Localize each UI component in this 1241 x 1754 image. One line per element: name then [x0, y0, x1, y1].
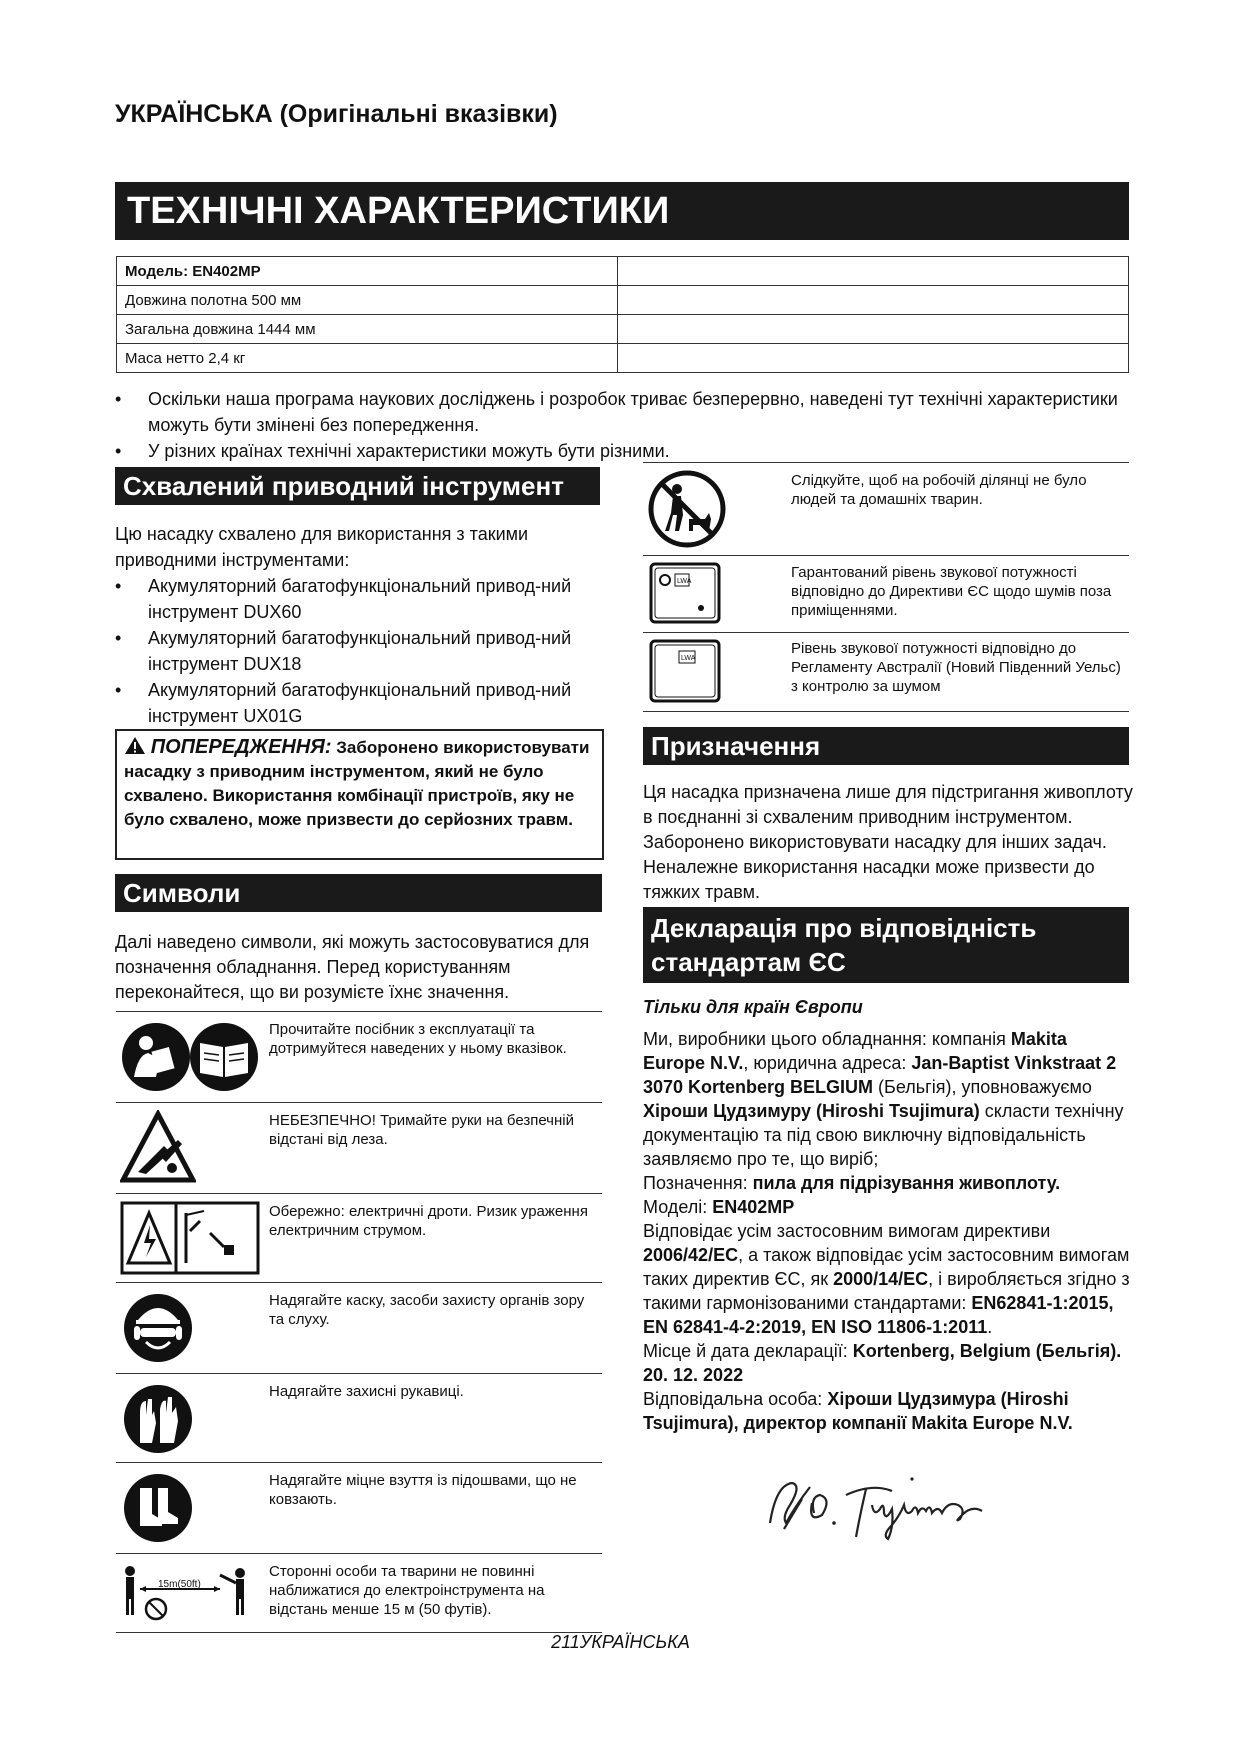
declaration-models: Моделі: EN402MP [643, 1197, 795, 1217]
symbol-row [116, 1374, 602, 1463]
declaration-heading-line: стандартам ЄС [651, 947, 846, 977]
symbol-description: Обережно: електричні дроти. Ризик ураження електричним струмом. [269, 1203, 588, 1239]
approved-tool-item: • Акумуляторний багатофункціональний привод-ний інструмент UX01G [115, 677, 595, 729]
symbol-description: Прочитайте посібник з експлуатації та дотримуйтеся наведених у ньому вказівок. [269, 1021, 567, 1057]
declaration-designation: Позначення: пила для підрізування живоплоту. [643, 1173, 1061, 1193]
svg-text:15m(50ft): 15m(50ft) [158, 1579, 201, 1590]
symbols-heading: Символи [115, 874, 602, 912]
spec-cell: Маса нетто 2,4 кг [117, 344, 618, 373]
read-manual-icon [120, 1019, 260, 1100]
spec-cell: Довжина полотна 500 мм [117, 286, 618, 315]
declaration-place-date: Місце й дата декларації: Kortenberg, Belgium (Бельгія). 20. 12. 2022 [643, 1341, 1122, 1385]
approved-tool-list [115, 573, 595, 729]
warning-box [115, 729, 604, 860]
symbols-table-right [643, 462, 1129, 712]
electric-wires-icon [120, 1201, 260, 1280]
symbol-row [116, 1012, 602, 1103]
spec-row-net-weight [117, 344, 1129, 373]
symbol-description: НЕБЕЗПЕЧНО! Тримайте руки на безпечній відстані від леза. [269, 1112, 574, 1148]
symbol-description: Слідкуйте, щоб на робочій ділянці не було людей та домашніх тварин. [791, 472, 1087, 508]
sound-power-eu-icon [649, 562, 721, 629]
helmet-goggles-ear-icon [120, 1290, 196, 1371]
gloves-icon [120, 1381, 196, 1462]
symbols-table-left [116, 1011, 602, 1633]
keep-distance-icon [120, 1561, 260, 1628]
symbol-row [643, 463, 1129, 556]
symbol-row [116, 1103, 602, 1194]
blade-danger-icon [120, 1110, 196, 1191]
spec-cell: Загальна довжина 1444 мм [117, 315, 618, 344]
symbol-description: Рівень звукової потужності відповідно до Регламенту Австралії (Новий Південний Уельс) з контролю за шумом [791, 640, 1121, 695]
specification-notes [115, 386, 1129, 464]
declaration-compliance: Відповідає усім застосовним вимогам директиви 2006/42/EC, а також відповідає усім застосовним вимогам таких директив ЄС, як 2000/14/EC, і виробляється згідно з такими гармонізованими стандартами: EN62841-1:2015, EN 62841-4-2:2019, EN ISO 11806-1:2011. [643, 1221, 1130, 1337]
document-language-title: УКРАЇНСЬКА (Оригінальні вказівки) [115, 100, 558, 128]
declaration-paragraph: Ми, виробники цього обладнання: компанія Makita Europe N.V., юридична адреса: Jan-Baptist Vinkstraat 2 3070 Kortenberg BELGIUM (Бельгія), уповноважуємо Хіроши Цудзимуру (Hiroshi Tsujimura) скласти технічну документацію та під свою виключну відповідальність заявляємо про те, що виріб; [643, 1029, 1124, 1169]
symbol-description: Сторонні особи та тварини не повинні наближатися до електроінструмента на відстань менше 15 м (50 футів). [269, 1563, 545, 1618]
symbol-description: Надягайте міцне взуття із підошвами, що не ковзають. [269, 1472, 577, 1508]
symbol-row [643, 633, 1129, 712]
symbol-row [116, 1283, 602, 1374]
approved-tool-item: • Акумуляторний багатофункціональний привод-ний інструмент DUX60 [115, 573, 595, 625]
approved-tool-item: • Акумуляторний багатофункціональний привод-ний інструмент DUX18 [115, 625, 595, 677]
purpose-heading: Призначення [643, 727, 1129, 765]
declaration-subtitle: Тільки для країн Європи [643, 997, 863, 1017]
sound-power-au-icon [649, 639, 721, 708]
boots-icon [120, 1470, 196, 1551]
symbol-row [116, 1194, 602, 1283]
signature [762, 1465, 1012, 1550]
warning-label: ПОПЕРЕДЖЕННЯ: [150, 736, 332, 758]
spec-row-model [117, 257, 1129, 286]
declaration-heading [643, 907, 1129, 983]
spec-row-blade-length [117, 286, 1129, 315]
symbols-intro: Далі наведено символи, які можуть застосовуватися для позначення обладнання. Перед користуванням переконайтеся, що ви розумієте їхнє значення. [115, 932, 590, 1002]
symbol-description: Надягайте захисні рукавиці. [269, 1383, 464, 1400]
note-item: • Оскільки наша програма наукових досліджень і розробок триває безперервно, наведені тут технічні характеристики можуть бути змінені без попередження. [115, 386, 1129, 438]
approved-tool-heading: Схвалений приводний інструмент [115, 467, 600, 505]
declaration-heading-line: Декларація про відповідність [651, 913, 1037, 943]
specifications-table [116, 256, 1129, 373]
symbol-row [643, 556, 1129, 633]
declaration-body [643, 1027, 1133, 1435]
symbol-description: Надягайте каску, засоби захисту органів зору та слуху. [269, 1292, 585, 1328]
no-people-animals-icon [647, 469, 727, 554]
symbol-row [116, 1463, 602, 1554]
declaration-responsible: Відповідальна особа: Хіроши Цудзимура (Hiroshi Tsujimura), директор компанії Makita Europe N.V. [643, 1389, 1073, 1433]
specifications-heading: ТЕХНІЧНІ ХАРАКТЕРИСТИКИ [115, 182, 1129, 240]
warning-text: Заборонено використовувати насадку з приводним інструментом, який не було схвалено. Використання комбінації пристроїв, яку не було схвалено, може призвести до серйозних травм. [124, 738, 590, 829]
purpose-text: Ця насадка призначена лише для підстригання живоплоту в поєднанні зі схваленим приводним інструментом. Заборонено використовувати насадку для інших задач. Неналежне використання насадки може призвести до тяжких травм. [643, 782, 1133, 902]
note-item: • У різних країнах технічні характеристики можуть бути різними. [115, 438, 1129, 464]
symbol-description: Гарантований рівень звукової потужності відповідно до Директиви ЄС щодо шумів поза приміщеннями. [791, 564, 1112, 619]
page-footer: 211УКРАЇНСЬКА [551, 1632, 690, 1652]
svg-text:LWA: LWA [677, 578, 692, 585]
warning-icon [124, 738, 151, 757]
approved-tool-intro: Цю насадку схвалено для використання з такими приводними інструментами: [115, 524, 529, 570]
spec-cell: Модель: EN402MP [117, 257, 618, 286]
spec-row-overall-length [117, 315, 1129, 344]
svg-text:LWA: LWA [681, 655, 696, 662]
symbol-row [116, 1554, 602, 1633]
